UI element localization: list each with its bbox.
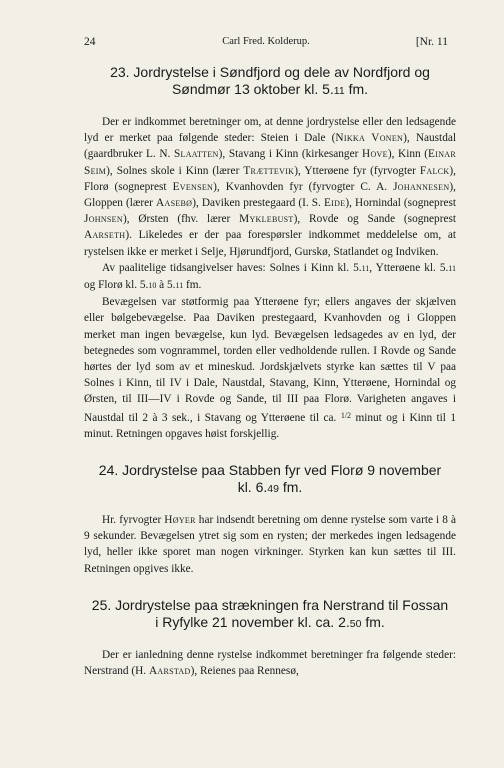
- text-span: Av paalitelige tidsangivelser haves: Solnes i Kinn kl. 5.: [102, 261, 362, 274]
- text-span: ). Likeledes er der paa forespørsler indkommet meddelelse om, at rystelsen ikke er merket i Selje, Hjørundfjord, Gurskø, Statlandet og Indviken.: [84, 229, 456, 258]
- text-span: ), Kvanhovden fyr (fyrvogter C. A.: [213, 180, 394, 193]
- text-span: Nikka Vonen: [335, 132, 404, 145]
- section-24-heading-end: fm.: [278, 479, 303, 496]
- text-span: Der er indkommet beretninger om, at denne jordrystelse eller den ledsagende lyd er merket paa følgende steder: Steien i Dale (: [84, 116, 456, 145]
- section-24-heading: [84, 462, 456, 498]
- text-span: har indsendt beretning om denne rystelse som varte i 8 à 9 sekunder. Bevægelsen ytret sig som en rysten; der merkedes ingen ledsagende lyd, heller ikke sporet man nogen virkninger. Styrken kan kun sættes til III. Retningen opgives ikke.: [84, 514, 456, 575]
- running-title: Carl Fred. Kolderup.: [222, 36, 310, 47]
- section-23-heading: [84, 64, 456, 100]
- section-23-heading-time-sub: 11: [333, 85, 345, 97]
- text-span: ), Kinn (: [387, 148, 429, 161]
- text-span: Bevægelsen var støtformig paa Ytterøene fyr; ellers angaves der skjælven eller bølgebevægelse. Paa Daviken prestegaard, Kvanhovden og i Gloppen merket man ingen bevægelse, kun lyd. Bevægelsen ledsagedes av en lyd, der betegnedes som vognrammel, torden eller vedholdende rullen. I Rovde og Sande hørtes der lyd som av et mineskud. Jordskjælvets styrke kan sættes til V paa Solnes i Kinn, til IV i Dale, Naustdal, Stavang, Kinn, Ytterøene, Hornindal og Ørsten, til III—IV i Rovde og Sande, til III paa Florø. Varigheten angaves i Naustdal til 2 à 3 sek., i Stavang og Ytterøene til ca.: [84, 296, 456, 424]
- text-span: Aarstad: [148, 665, 191, 678]
- text-span: ), Rovde og Sande (sogneprest: [293, 213, 456, 226]
- text-span: ), Solnes skole i Kinn (lærer: [106, 164, 244, 177]
- page-number: 24: [84, 36, 96, 48]
- text-span: Einar Seim: [84, 148, 456, 177]
- text-span: Slaatten: [173, 148, 219, 161]
- text-span: ), Ytterøene fyr (fyrvogter: [294, 164, 420, 177]
- section-23-heading-end: fm.: [344, 81, 369, 97]
- text-span: Johnsen: [84, 213, 123, 226]
- text-span: og Florø kl. 5.: [84, 279, 149, 292]
- section-24-heading-line1: 24. Jordrystelse paa Stabben fyr ved Florø 9 november: [98, 462, 442, 479]
- section-25-heading-time-sub: 50: [349, 617, 362, 630]
- text-span: ), Naustdal (gaardbruker L. N.: [84, 132, 456, 161]
- text-span: ), Stavang i Kinn (kirkesanger: [218, 148, 362, 161]
- text-span: Aasebø: [156, 197, 193, 210]
- section-23-paragraph-1: [84, 114, 456, 260]
- section-25-heading-line2: i Ryfylke 21 november kl. ca. 2.: [155, 613, 350, 630]
- section-23-heading-line1: 23. Jordrystelse i Søndfjord og dele av Nordfjord og: [110, 64, 430, 80]
- text-span: fm.: [183, 279, 202, 292]
- text-span: à 5.: [156, 279, 176, 292]
- section-24-paragraph-1: [84, 512, 456, 577]
- section-25-heading-end: fm.: [361, 613, 385, 630]
- text-span: Der er ianledning denne rystelse indkommet beretninger fra følgende steder: Nerstrand (H.: [84, 648, 456, 678]
- text-span: Hove: [362, 148, 388, 161]
- text-span: ), Hornindal (sogneprest: [345, 197, 457, 210]
- section-23-paragraph-2: [84, 260, 456, 294]
- text-span: Trættevik: [243, 164, 295, 177]
- text-span: ), Gloppen (lærer: [84, 180, 456, 210]
- text-span: 11: [175, 281, 184, 291]
- text-span: Myklebust: [239, 213, 294, 226]
- text-span: Aarseth: [84, 229, 126, 242]
- report-number: [Nr. 11: [415, 36, 448, 48]
- section-24-heading-time-sub: 49: [267, 483, 279, 496]
- text-span: ), Reienes paa Rennesø,: [190, 665, 299, 678]
- text-span: Eide: [323, 197, 346, 210]
- page-content: [84, 64, 456, 679]
- running-header: [84, 36, 448, 52]
- section-23-heading-line2: Søndmør 13 oktober kl. 5.: [171, 81, 334, 97]
- text-span: Falck: [419, 164, 450, 177]
- section-23-paragraph-3: [84, 294, 456, 442]
- text-span: Evensen: [172, 180, 214, 193]
- text-span: ), Daviken prestegaard (I. S.: [192, 197, 324, 210]
- text-span: Høyer: [164, 514, 196, 527]
- section-24-heading-line2: kl. 6.: [237, 479, 268, 496]
- text-span: ), Florø (sogneprest: [84, 164, 456, 193]
- text-span: , Ytterøene kl. 5.: [369, 261, 449, 274]
- section-25-heading-line1: 25. Jordrystelse paa strækningen fra Nerstrand til Fossan: [91, 596, 449, 613]
- section-25-heading: [84, 597, 456, 633]
- text-span: ), Ørsten (fhv. lærer: [122, 213, 240, 226]
- text-span: Johannesen: [393, 180, 450, 193]
- text-span: 1/2: [340, 410, 352, 420]
- text-span: 11: [448, 263, 456, 273]
- section-25-paragraph-1: [84, 647, 456, 679]
- text-span: minut og i Kinn til 1 minut. Retningen opgaves høist forskjellig.: [84, 411, 456, 440]
- text-span: Hr. fyrvogter: [102, 514, 165, 527]
- text-span: 11: [361, 263, 370, 273]
- text-span: 10: [148, 281, 157, 291]
